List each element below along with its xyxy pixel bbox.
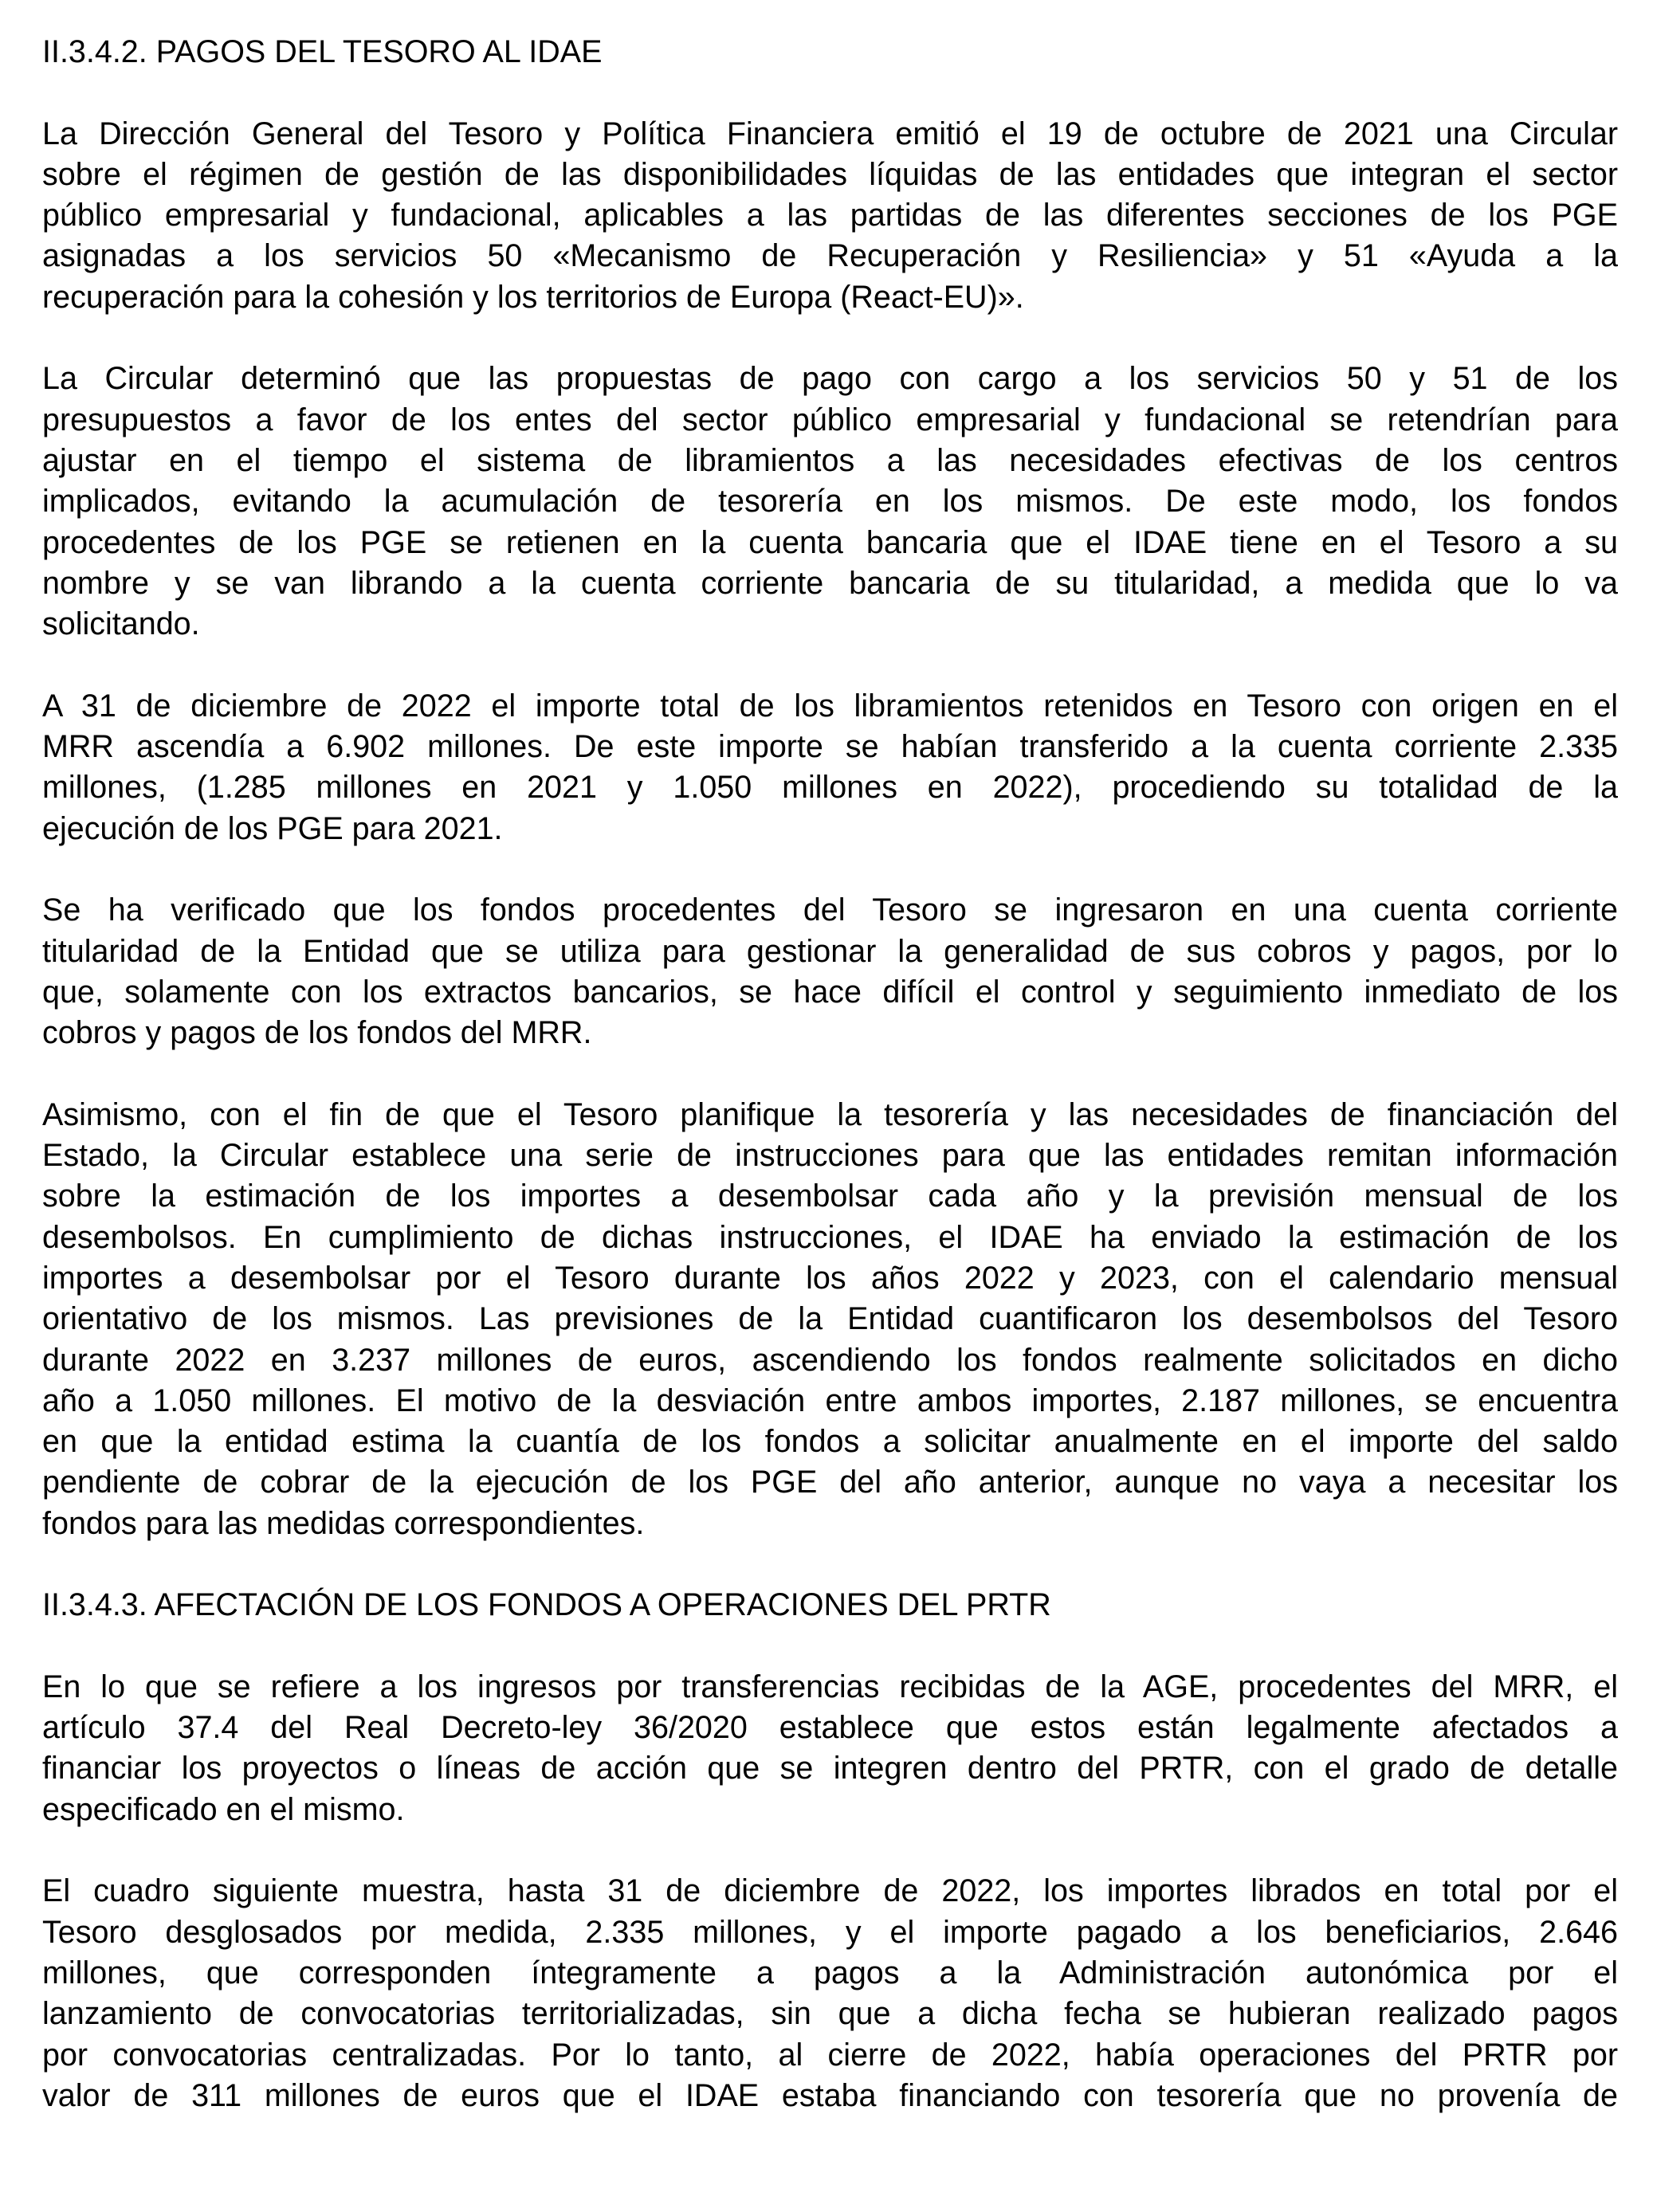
text-line: por convocatorias centralizadas. Por lo tanto, al cierre de 2022, había operaciones del PRTR por [42, 2037, 1618, 2073]
paragraph [42, 1667, 1618, 1830]
text-line: que, solamente con los extractos bancarios, se hace difícil el control y seguimiento inmediato de los [42, 974, 1618, 1010]
paragraph [42, 359, 1618, 645]
section-heading [42, 1585, 1618, 1626]
text-line: sobre el régimen de gestión de las disponibilidades líquidas de las entidades que integran el sector [42, 156, 1618, 192]
text-line: A 31 de diciembre de 2022 el importe total de los libramientos retenidos en Tesoro con origen en el [42, 688, 1618, 724]
text-line: orientativo de los mismos. Las previsiones de la Entidad cuantificaron los desembolsos del Tesoro [42, 1301, 1618, 1337]
text-line: sobre la estimación de los importes a desembolsar cada año y la previsión mensual de los [42, 1179, 1618, 1214]
text-line: artículo 37.4 del Real Decreto-ley 36/2020 establece que estos están legalmente afectados a [42, 1710, 1618, 1746]
text-line: procedentes de los PGE se retienen en la cuenta bancaria que el IDAE tiene en el Tesoro a su [42, 524, 1618, 560]
document-page [42, 32, 1618, 2157]
text-line: implicados, evitando la acumulación de tesorería en los mismos. De este modo, los fondos [42, 484, 1618, 520]
text-line: El cuadro siguiente muestra, hasta 31 de diciembre de 2022, los importes librados en total por el [42, 1873, 1618, 1909]
section-heading-text: II.3.4.3. AFECTACIÓN DE LOS FONDOS A OPERACIONES DEL PRTR [42, 1587, 1051, 1623]
paragraph [42, 890, 1618, 1053]
text-line: Tesoro desglosados por medida, 2.335 millones, y el importe pagado a los beneficiarios, 2.646 [42, 1914, 1618, 1950]
text-line: presupuestos a favor de los entes del sector público empresarial y fundacional se retendrían para [42, 402, 1618, 437]
text-line: valor de 311 millones de euros que el IDAE estaba financiando con tesorería que no provenía de [42, 2077, 1618, 2113]
text-line: año a 1.050 millones. El motivo de la desviación entre ambos importes, 2.187 millones, se encuentra [42, 1382, 1618, 1418]
text-line: asignadas a los servicios 50 «Mecanismo de Recuperación y Resiliencia» y 51 «Ayuda a la [42, 238, 1618, 274]
text-line: público empresarial y fundacional, aplicables a las partidas de las diferentes secciones de los PGE [42, 198, 1618, 233]
text-line: millones, (1.285 millones en 2021 y 1.050 millones en 2022), procediendo su totalidad de la [42, 770, 1618, 806]
text-line: MRR ascendía a 6.902 millones. De este importe se habían transferido a la cuenta corriente 2.335 [42, 729, 1618, 765]
paragraph [42, 686, 1618, 849]
text-line: especificado en el mismo. [42, 1791, 405, 1827]
text-line: pendiente de cobrar de la ejecución de los PGE del año anterior, aunque no vaya a necesitar los [42, 1465, 1618, 1500]
text-line: En lo que se refiere a los ingresos por transferencias recibidas de la AGE, procedentes del MRR, el [42, 1669, 1618, 1704]
text-line: ajustar en el tiempo el sistema de libramientos a las necesidades efectivas de los centros [42, 442, 1618, 478]
text-line: millones, que corresponden íntegramente a pagos a la Administración autonómica por el [42, 1955, 1618, 1990]
text-line: La Dirección General del Tesoro y Política Financiera emitió el 19 de octubre de 2021 una Circular [42, 116, 1618, 151]
text-line: solicitando. [42, 606, 200, 642]
paragraph [42, 1871, 1618, 2116]
text-line: desembolsos. En cumplimiento de dichas instrucciones, el IDAE ha enviado la estimación de los [42, 1219, 1618, 1255]
text-line: titularidad de la Entidad que se utiliza para gestionar la generalidad de sus cobros y pagos, por lo [42, 933, 1618, 969]
text-line: nombre y se van librando a la cuenta corriente bancaria de su titularidad, a medida que lo va [42, 565, 1618, 601]
text-line: durante 2022 en 3.237 millones de euros, ascendiendo los fondos realmente solicitados en dicho [42, 1342, 1618, 1378]
paragraph [42, 1095, 1618, 1544]
text-line: ejecución de los PGE para 2021. [42, 810, 503, 846]
text-line: importes a desembolsar por el Tesoro durante los años 2022 y 2023, con el calendario mensual [42, 1260, 1618, 1296]
text-line: cobros y pagos de los fondos del MRR. [42, 1015, 592, 1051]
text-line: en que la entidad estima la cuantía de los fondos a solicitar anualmente en el importe del saldo [42, 1424, 1618, 1460]
section-heading-text: II.3.4.2. PAGOS DEL TESORO AL IDAE [42, 34, 603, 69]
text-line: financiar los proyectos o líneas de acción que se integren dentro del PRTR, con el grado de detalle [42, 1751, 1618, 1786]
text-line: recuperación para la cohesión y los territorios de Europa (React-EU)». [42, 279, 1024, 315]
section-heading [42, 32, 1618, 73]
text-line: Asimismo, con el fin de que el Tesoro planifique la tesorería y las necesidades de financiación del [42, 1096, 1618, 1132]
text-line: lanzamiento de convocatorias territorializadas, sin que a dicha fecha se hubieran realizado pagos [42, 1996, 1618, 2032]
paragraph [42, 114, 1618, 318]
text-line: La Circular determinó que las propuestas de pago con cargo a los servicios 50 y 51 de los [42, 361, 1618, 397]
text-line: Se ha verificado que los fondos procedentes del Tesoro se ingresaron en una cuenta corriente [42, 892, 1618, 928]
text-line: fondos para las medidas correspondientes. [42, 1505, 645, 1541]
text-line: Estado, la Circular establece una serie de instrucciones para que las entidades remitan información [42, 1138, 1618, 1174]
